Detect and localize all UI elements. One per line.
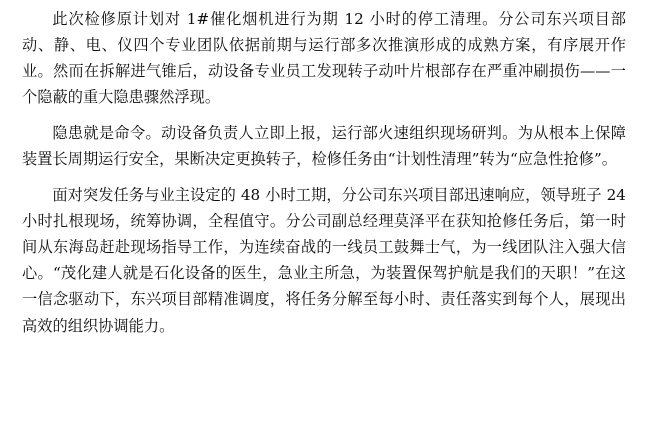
paragraph-3: 面对突发任务与业主设定的 48 小时工期，分公司东兴项目部迅速响应，领导班子 24 小时扎根现场，统筹协调，全程值守。分公司副总经理莫泽平在获知抢修任务后，第一时间从东海岛赶赴现场指导工作，为连续奋战的一线员工鼓舞士气，为一线团队注入强大信心。“茂化建人就是石化设备的医生，急业主所急，为装置保驾护航是我们的天职！”在这一信念驱动下，东兴项目部精准调度，将任务分解至每小时、责任落实到每个人，展现出高效的组织协调能力。 [22, 185, 626, 335]
paragraph-1: 此次检修原计划对 1#催化烟机进行为期 12 小时的停工清理。分公司东兴项目部动、静、电、仪四个专业团队依据前期与运行部多次推演形成的成熟方案，有序展开作业。然而在拆解进气锥后，动设备专业员工发现转子动叶片根部存在严重冲刷损伤——一个隐蔽的重大隐患骤然浮现。 [22, 10, 626, 107]
paragraph-2: 隐患就是命令。动设备负责人立即上报，运行部火速组织现场研判。为从根本上保障装置长周期运行安全，果断决定更换转子，检修任务由“计划性清理”转为“应急性抢修”。 [22, 124, 626, 169]
paragraph-spacer [22, 173, 626, 182]
paragraph-spacer [22, 111, 626, 120]
